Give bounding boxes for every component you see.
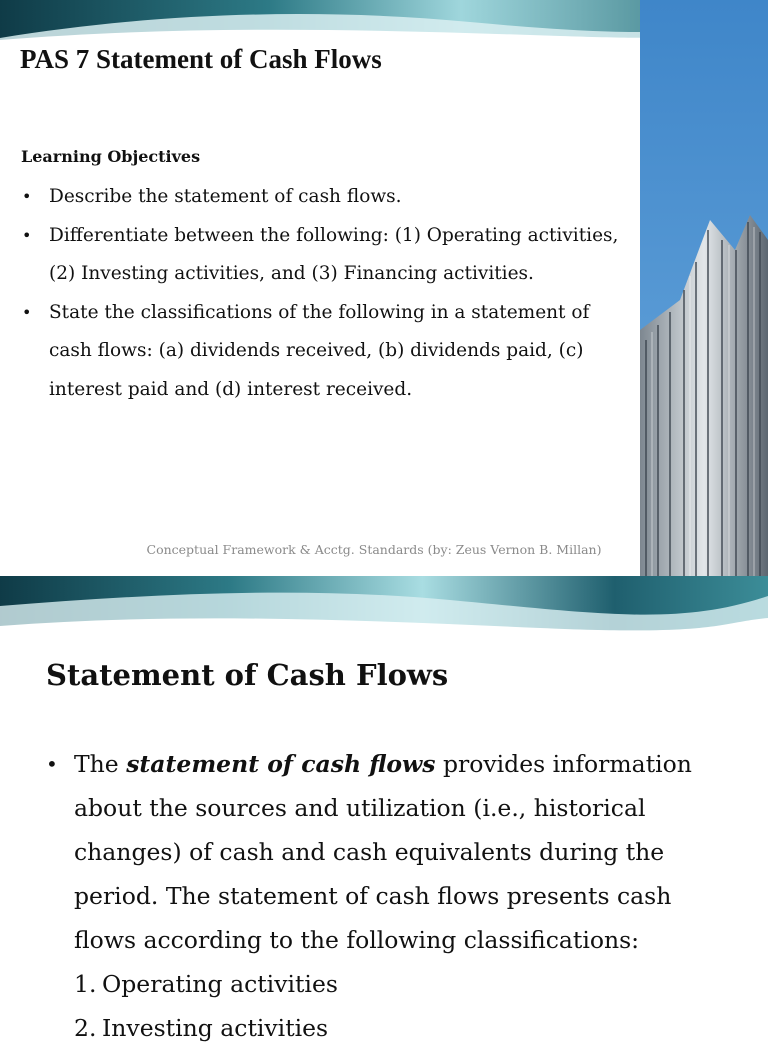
list-text: Operating activities bbox=[102, 970, 338, 998]
slide-title: PAS 7 Statement of Cash Flows bbox=[20, 44, 382, 74]
list-item bbox=[74, 1006, 736, 1050]
list-number: 1. bbox=[74, 970, 97, 998]
bullet-icon: • bbox=[22, 225, 32, 245]
bullet-paragraph bbox=[46, 742, 736, 962]
bullet-icon: • bbox=[22, 187, 32, 206]
slide-2 bbox=[0, 576, 768, 1042]
para-emphasis: statement of cash flows bbox=[126, 750, 436, 778]
para-lead: The bbox=[74, 750, 119, 778]
list-item bbox=[20, 217, 620, 294]
bullet-icon: • bbox=[46, 752, 58, 776]
building-photo bbox=[640, 0, 768, 576]
list-item bbox=[74, 962, 736, 1006]
objective-text: Describe the statement of cash flows. bbox=[49, 186, 402, 207]
objectives-list bbox=[20, 178, 620, 409]
learning-objectives-heading: Learning Objectives bbox=[21, 147, 201, 166]
slide-body bbox=[46, 742, 736, 1050]
classification-list bbox=[46, 962, 736, 1050]
objective-text: State the classifications of the following in a statement of cash flows: (a) dividends received, (b) dividends paid, (c) interest paid and (d) interest received. bbox=[49, 301, 590, 400]
objective-text: Differentiate between the following: (1) Operating activities, (2) Investing activities, and (3) Financing activities. bbox=[49, 224, 619, 284]
slide-footer: Conceptual Framework & Acctg. Standards (by: Zeus Vernon B. Millan) bbox=[146, 542, 602, 557]
slide-title: Statement of Cash Flows bbox=[46, 658, 449, 692]
list-number: 2. bbox=[74, 1014, 97, 1042]
list-text: Investing activities bbox=[102, 1014, 329, 1042]
para-rest: provides information about the sources and utilization (i.e., historical changes) of cash and cash equivalents during the period. The statement of cash flows presents cash flows according to the following classifications: bbox=[74, 750, 692, 954]
list-item bbox=[20, 178, 620, 217]
list-item bbox=[20, 294, 620, 410]
bullet-icon: • bbox=[22, 302, 32, 322]
wave-banner bbox=[0, 576, 768, 632]
